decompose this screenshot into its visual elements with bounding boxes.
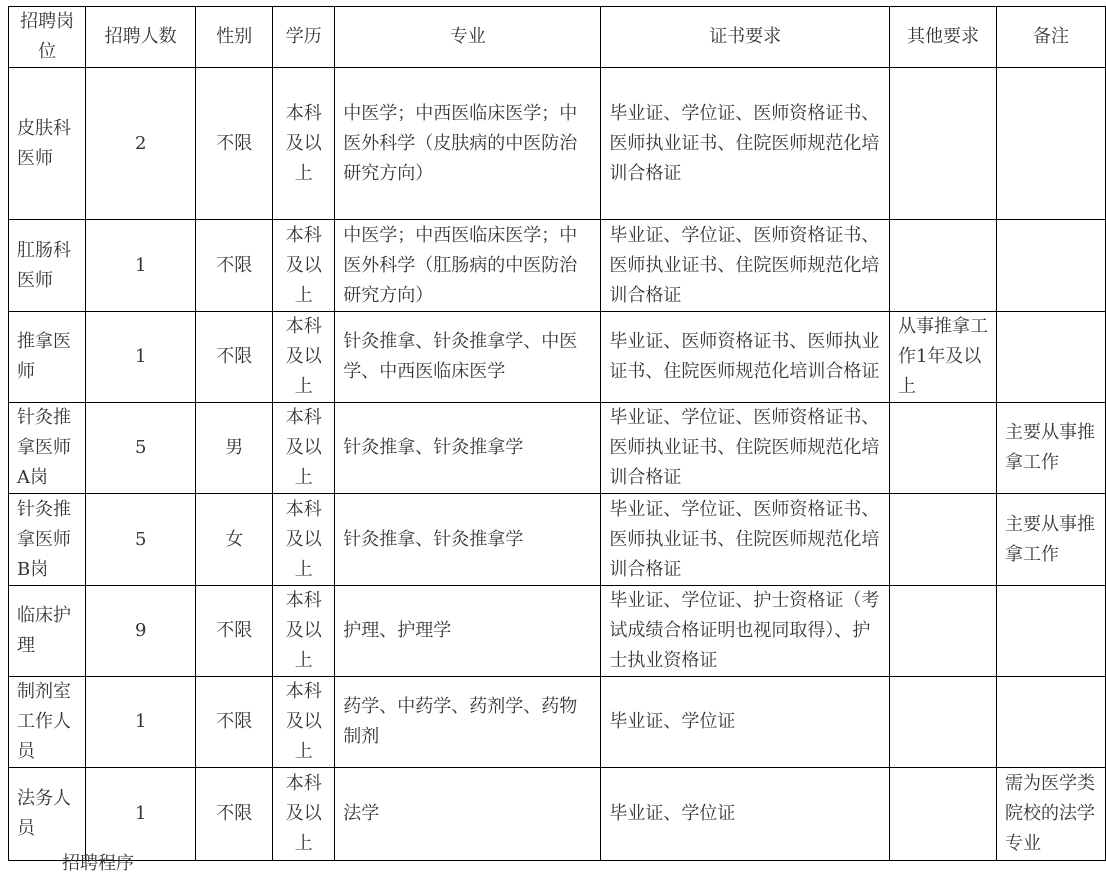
cell-certificates: 毕业证、学位证、医师资格证书、医师执业证书、住院医师规范化培训合格证 — [601, 68, 890, 220]
table-row — [9, 312, 1106, 403]
cell-major: 护理、护理学 — [335, 586, 601, 677]
cell-education: 本科及以上 — [273, 220, 335, 312]
cell-major: 针灸推拿、针灸推拿学、中医学、中西医临床医学 — [335, 312, 601, 403]
table-row — [9, 768, 1106, 861]
cell-certificates: 毕业证、学位证 — [601, 768, 890, 861]
cell-other — [889, 68, 996, 220]
cell-position: 推拿医师 — [9, 312, 86, 403]
cell-count: 2 — [86, 68, 196, 220]
cell-education: 本科及以上 — [273, 68, 335, 220]
table-header-row — [9, 7, 1106, 68]
table-row — [9, 403, 1106, 494]
cell-education: 本科及以上 — [273, 494, 335, 586]
cell-other — [889, 403, 996, 494]
cell-remark — [996, 586, 1105, 677]
cell-major: 中医学；中西医临床医学；中医外科学（肛肠病的中医防治研究方向） — [335, 220, 601, 312]
header-education: 学历 — [273, 7, 335, 68]
cell-gender: 女 — [196, 494, 273, 586]
recruitment-table — [8, 6, 1106, 861]
header-remark: 备注 — [996, 7, 1105, 68]
cell-other — [889, 220, 996, 312]
cell-certificates: 毕业证、学位证、医师资格证书、医师执业证书、住院医师规范化培训合格证 — [601, 220, 890, 312]
cell-count: 5 — [86, 494, 196, 586]
cell-certificates: 毕业证、学位证 — [601, 677, 890, 768]
cell-major: 针灸推拿、针灸推拿学 — [335, 494, 601, 586]
cell-gender: 男 — [196, 403, 273, 494]
cell-certificates: 毕业证、学位证、护士资格证（考试成绩合格证明也视同取得）、护士执业资格证 — [601, 586, 890, 677]
cell-education: 本科及以上 — [273, 586, 335, 677]
header-certificates: 证书要求 — [601, 7, 890, 68]
table-row — [9, 677, 1106, 768]
cell-education: 本科及以上 — [273, 677, 335, 768]
cell-count: 5 — [86, 403, 196, 494]
table-row — [9, 68, 1106, 220]
cell-count: 1 — [86, 677, 196, 768]
cell-count: 1 — [86, 312, 196, 403]
cell-other — [889, 677, 996, 768]
cell-position: 法务人员 — [9, 768, 86, 861]
cell-position: 皮肤科医师 — [9, 68, 86, 220]
table-row — [9, 220, 1106, 312]
cell-education: 本科及以上 — [273, 312, 335, 403]
header-major: 专业 — [335, 7, 601, 68]
cell-remark: 主要从事推拿工作 — [996, 403, 1105, 494]
table-row — [9, 494, 1106, 586]
next-section-heading-fragment: 招聘程序 — [62, 853, 134, 874]
cell-count: 9 — [86, 586, 196, 677]
cell-education: 本科及以上 — [273, 403, 335, 494]
header-other: 其他要求 — [889, 7, 996, 68]
cell-gender: 不限 — [196, 220, 273, 312]
cell-other — [889, 586, 996, 677]
cell-remark — [996, 312, 1105, 403]
cell-certificates: 毕业证、学位证、医师资格证书、医师执业证书、住院医师规范化培训合格证 — [601, 403, 890, 494]
cell-major: 针灸推拿、针灸推拿学 — [335, 403, 601, 494]
cell-major: 法学 — [335, 768, 601, 861]
cell-count: 1 — [86, 220, 196, 312]
header-count: 招聘人数 — [86, 7, 196, 68]
cell-position: 肛肠科医师 — [9, 220, 86, 312]
cell-certificates: 毕业证、医师资格证书、医师执业证书、住院医师规范化培训合格证 — [601, 312, 890, 403]
cell-other — [889, 768, 996, 861]
cell-remark — [996, 677, 1105, 768]
cell-other — [889, 494, 996, 586]
cell-remark — [996, 220, 1105, 312]
cell-remark: 需为医学类院校的法学专业 — [996, 768, 1105, 861]
cell-remark — [996, 68, 1105, 220]
cell-education: 本科及以上 — [273, 768, 335, 861]
cell-gender: 不限 — [196, 768, 273, 861]
cell-gender: 不限 — [196, 68, 273, 220]
header-position: 招聘岗位 — [9, 7, 86, 68]
cell-position: 临床护理 — [9, 586, 86, 677]
cell-position: 制剂室工作人员 — [9, 677, 86, 768]
cell-position: 针灸推拿医师B岗 — [9, 494, 86, 586]
cell-remark: 主要从事推拿工作 — [996, 494, 1105, 586]
cell-major: 药学、中药学、药剂学、药物制剂 — [335, 677, 601, 768]
header-gender: 性别 — [196, 7, 273, 68]
cell-count: 1 — [86, 768, 196, 861]
cell-position: 针灸推拿医师A岗 — [9, 403, 86, 494]
cell-gender: 不限 — [196, 586, 273, 677]
table-row — [9, 586, 1106, 677]
cell-major: 中医学；中西医临床医学；中医外科学（皮肤病的中医防治研究方向） — [335, 68, 601, 220]
cell-other: 从事推拿工作1年及以上 — [889, 312, 996, 403]
cell-gender: 不限 — [196, 312, 273, 403]
cell-certificates: 毕业证、学位证、医师资格证书、医师执业证书、住院医师规范化培训合格证 — [601, 494, 890, 586]
cell-gender: 不限 — [196, 677, 273, 768]
